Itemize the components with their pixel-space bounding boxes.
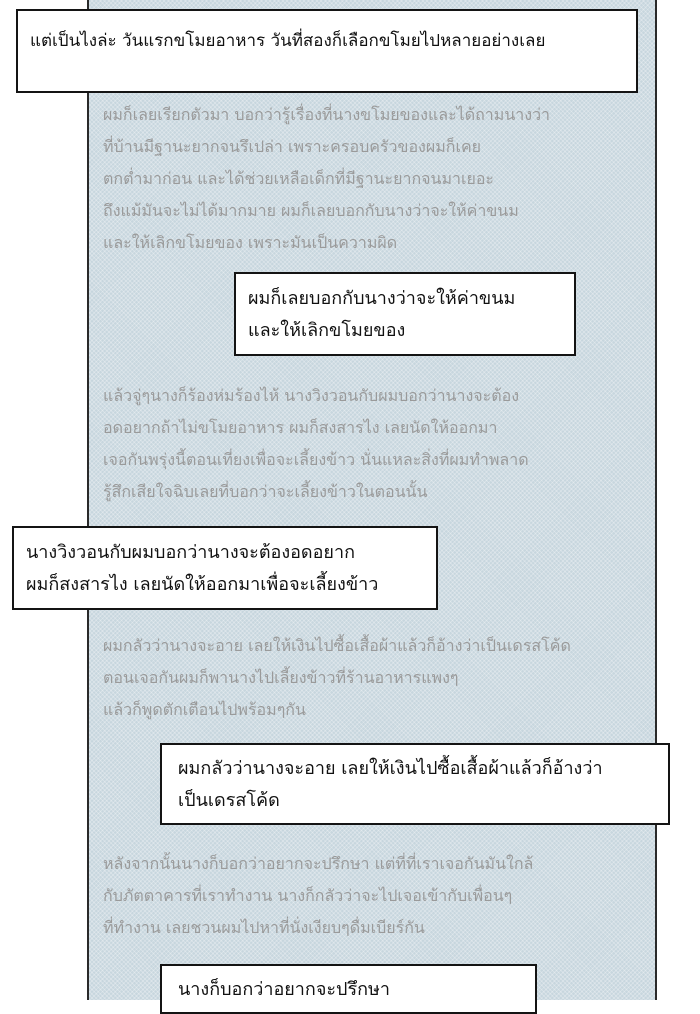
caption-line: ผมก็สงสารไง เลยนัดให้ออกมาเพื่อจะเลี้ยงข้าว xyxy=(26,574,379,595)
caption-box-1 xyxy=(16,9,638,93)
narration-paragraph-3 xyxy=(103,630,653,726)
narration-line: ตกต่ำมาก่อน และได้ช่วยเหลือเด็กที่มีฐานะยากจนมาเยอะ xyxy=(103,169,495,188)
caption-line: นางก็บอกว่าอยากจะปรึกษา xyxy=(178,979,390,1000)
caption-box-3 xyxy=(12,526,438,610)
narration-paragraph-2 xyxy=(103,380,653,508)
caption-line: นางวิงวอนกับผมบอกว่านางจะต้องอดอยาก xyxy=(26,542,355,563)
narration-paragraph-1 xyxy=(103,99,653,259)
narration-line: กับภัตตาคารที่เราทำงาน นางก็กลัวว่าจะไปเจอเข้ากับเพื่อนๆ xyxy=(103,886,513,905)
caption-line: แต่เป็นไงล่ะ วันแรกขโมยอาหาร วันที่สองก็เลือกขโมยไปหลายอย่างเลย xyxy=(30,31,546,51)
narration-line: เจอกันพรุ่งนี้ตอนเที่ยงเพื่อจะเลี้ยงข้าว นั่นแหละสิ่งที่ผมทำพลาด xyxy=(103,450,529,469)
narration-line: หลังจากนั้นนางก็บอกว่าอยากจะปรึกษา แต่ที่ที่เราเจอกันมันใกล้ xyxy=(103,854,534,873)
narration-line: อดอยากถ้าไม่ขโมยอาหาร ผมก็สงสารไง เลยนัดให้ออกมา xyxy=(103,418,498,437)
caption-line: ผมกลัวว่านางจะอาย เลยให้เงินไปซื้อเสื้อผ้าแล้วก็อ้างว่า xyxy=(178,758,603,779)
caption-box-2 xyxy=(234,272,576,356)
narration-line: และให้เลิกขโมยของ เพราะมันเป็นความผิด xyxy=(103,233,398,252)
narration-line: รู้สึกเสียใจฉิบเลยที่บอกว่าจะเลี้ยงข้าวในตอนนั้น xyxy=(103,482,428,501)
narration-paragraph-4 xyxy=(103,848,653,944)
narration-line: แล้วก็พูดตักเตือนไปพร้อมๆกัน xyxy=(103,700,306,719)
caption-box-4 xyxy=(160,743,670,825)
narration-line: ผมก็เลยเรียกตัวมา บอกว่ารู้เรื่องที่นางขโมยของและได้ถามนางว่า xyxy=(103,105,551,124)
caption-line: เป็นเดรสโค้ด xyxy=(178,790,280,811)
narration-line: ที่ทำงาน เลยชวนผมไปหาที่นั่งเงียบๆดื่มเบียร์กัน xyxy=(103,918,425,937)
narration-line: ถึงแม้มันจะไม่ได้มากมาย ผมก็เลยบอกกับนางว่าจะให้ค่าขนม xyxy=(103,201,519,220)
narration-line: แล้วจู่ๆนางก็ร้องห่มร้องไห้ นางวิงวอนกับผมบอกว่านางจะต้อง xyxy=(103,386,520,405)
caption-box-5 xyxy=(160,964,537,1014)
narration-line: ตอนเจอกันผมก็พานางไปเลี้ยงข้าวที่ร้านอาหารแพงๆ xyxy=(103,668,459,687)
narration-line: ผมกลัวว่านางจะอาย เลยให้เงินไปซื้อเสื้อผ้าแล้วก็อ้างว่าเป็นเดรสโค้ด xyxy=(103,636,571,655)
caption-line: และให้เลิกขโมยของ xyxy=(248,320,406,341)
caption-line: ผมก็เลยบอกกับนางว่าจะให้ค่าขนม xyxy=(248,288,516,309)
narration-line: ที่บ้านมีฐานะยากจนรึเปล่า เพราะครอบครัวของผมก็เคย xyxy=(103,137,482,156)
